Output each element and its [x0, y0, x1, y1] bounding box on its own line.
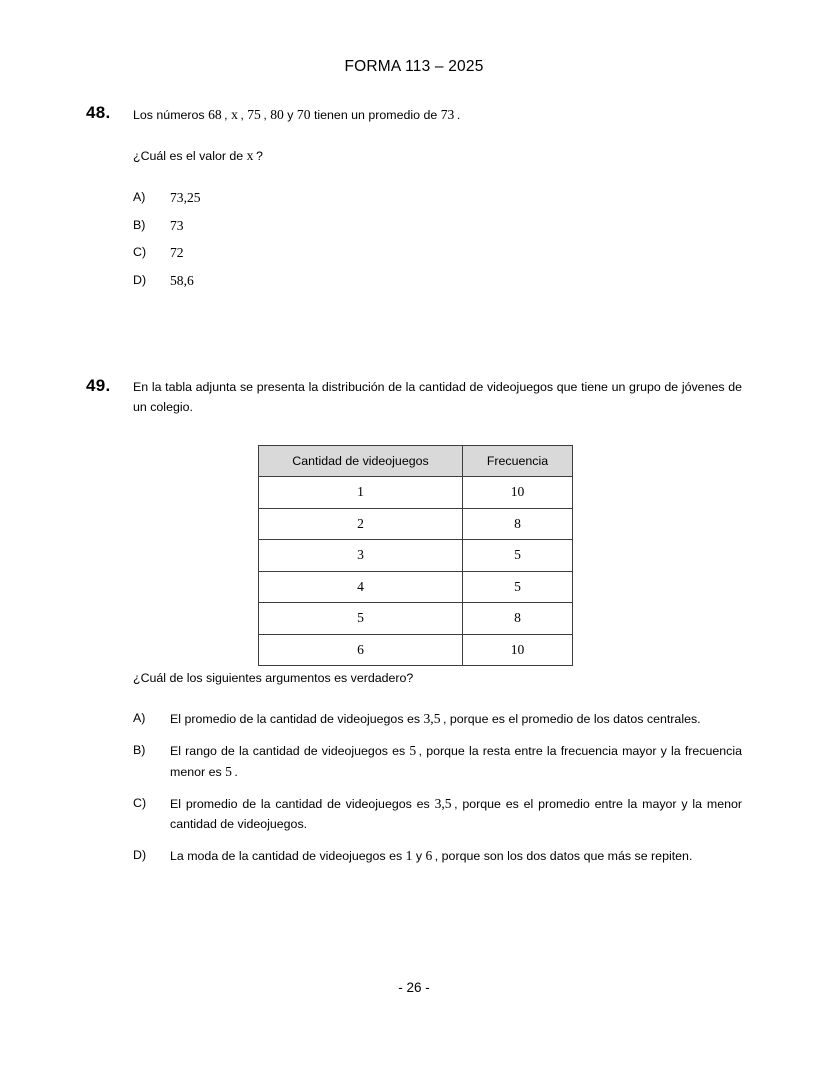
- question-49-options: [133, 709, 742, 867]
- option-text-part: , porque la resta entre la frecuencia mayor y la frecuencia menor es: [170, 744, 742, 779]
- question-48-subprompt: [133, 146, 742, 167]
- option-c[interactable]: [133, 243, 742, 263]
- stem-value-68: 68: [208, 107, 222, 122]
- option-b[interactable]: [133, 216, 742, 236]
- stem-value-80: 80: [270, 107, 284, 122]
- option-text-part: La moda de la cantidad de videojuegos es: [170, 849, 406, 863]
- cell-frecuencia: 8: [463, 508, 573, 540]
- option-a-letter: A): [133, 710, 146, 725]
- option-text-part: El promedio de la cantidad de videojuegos es: [170, 797, 435, 811]
- question-48-options: [133, 188, 742, 290]
- option-text-part: El promedio de la cantidad de videojuegos es: [170, 711, 424, 726]
- table-row: [259, 540, 573, 572]
- table-header-row: [259, 446, 573, 477]
- stem-text-part: .: [456, 108, 461, 122]
- option-value-3-5: 3,5: [434, 796, 452, 811]
- table-row: [259, 603, 573, 635]
- stem-text-part: ,: [240, 108, 248, 122]
- stem-text-part: tienen un promedio de: [310, 108, 441, 122]
- option-d[interactable]: [133, 846, 742, 867]
- option-text-part: El rango de la cantidad de videojuegos es: [170, 744, 410, 758]
- question-49-number: 49.: [86, 376, 111, 395]
- option-d-letter: D): [133, 848, 147, 862]
- cell-frecuencia: 5: [463, 540, 573, 572]
- option-d-text: [170, 846, 742, 867]
- option-value-1: 1: [405, 848, 413, 863]
- cell-cantidad: 1: [259, 477, 463, 509]
- cell-cantidad: 6: [259, 634, 463, 666]
- option-value-5-second: 5: [225, 763, 232, 779]
- subprompt-variable-x: x: [246, 147, 254, 163]
- option-c-text: [170, 794, 742, 834]
- option-text-part: , porque es el promedio entre la mayor y la menor cantidad de videojuegos.: [170, 797, 742, 831]
- option-b-letter: B): [133, 217, 146, 232]
- option-d[interactable]: [133, 271, 742, 291]
- option-b-letter: B): [133, 743, 146, 757]
- cell-frecuencia: 10: [463, 477, 573, 509]
- question-48: [86, 105, 742, 298]
- stem-text-part: Los números: [133, 108, 209, 122]
- option-c-letter: C): [133, 796, 147, 810]
- stem-text-part: ,: [263, 108, 271, 122]
- column-header-frecuencia: Frecuencia: [463, 446, 573, 477]
- table-row: [259, 571, 573, 603]
- option-value-6: 6: [425, 848, 433, 863]
- question-49-prompt: ¿Cuál de los siguientes argumentos es verdadero?: [133, 671, 414, 685]
- page-number-footer: - 26 -: [398, 980, 430, 995]
- option-d-text: 58,6: [170, 272, 194, 288]
- cell-cantidad: 5: [259, 603, 463, 635]
- subprompt-text-part: ¿Cuál es el valor de: [133, 148, 247, 163]
- stem-text-part: ,: [224, 108, 232, 122]
- stem-text-part: y: [283, 108, 297, 122]
- option-value-3-5: 3,5: [423, 710, 441, 726]
- option-value-5: 5: [409, 743, 417, 758]
- option-b-text: 73: [170, 217, 184, 233]
- option-a-letter: A): [133, 190, 146, 204]
- cell-cantidad: 3: [259, 540, 463, 572]
- option-text-part: .: [234, 764, 238, 779]
- column-header-cantidad: Cantidad de videojuegos: [259, 446, 463, 477]
- option-b[interactable]: [133, 741, 742, 782]
- stem-variable-x: x: [231, 107, 238, 122]
- option-d-letter: D): [133, 272, 147, 287]
- cell-frecuencia: 8: [463, 603, 573, 635]
- option-b-text: [170, 741, 742, 782]
- table-row: [259, 634, 573, 666]
- stem-value-75: 75: [247, 107, 261, 122]
- cell-cantidad: 4: [259, 571, 463, 603]
- exam-form-header: FORMA 113 – 2025: [344, 58, 484, 75]
- stem-value-73: 73: [440, 107, 455, 122]
- option-c-text: 72: [170, 245, 184, 260]
- subprompt-text-part: ?: [255, 148, 263, 163]
- question-48-stem: [133, 105, 742, 126]
- option-a-text: 73,25: [170, 190, 201, 205]
- cell-cantidad: 2: [259, 508, 463, 540]
- option-c-letter: C): [133, 245, 147, 259]
- stem-value-70: 70: [296, 107, 311, 122]
- question-49-stem: En la tabla adjunta se presenta la distribución de la cantidad de videojuegos que tiene un grupo de jóvenes de un colegio.: [133, 380, 742, 414]
- option-a[interactable]: [133, 709, 742, 730]
- option-a-text: [170, 709, 742, 730]
- frequency-table-container: [258, 445, 572, 666]
- option-text-part: , porque es el promedio de los datos centrales.: [443, 711, 701, 726]
- frequency-table: [258, 445, 573, 666]
- cell-frecuencia: 5: [463, 571, 573, 603]
- option-a[interactable]: [133, 188, 742, 208]
- table-row: [259, 508, 573, 540]
- option-text-part: , porque son los dos datos que más se repiten.: [434, 849, 693, 863]
- table-row: [259, 477, 573, 509]
- option-c[interactable]: [133, 794, 742, 834]
- question-48-number: 48.: [86, 103, 111, 122]
- option-text-part: y: [412, 849, 426, 863]
- cell-frecuencia: 10: [463, 634, 573, 666]
